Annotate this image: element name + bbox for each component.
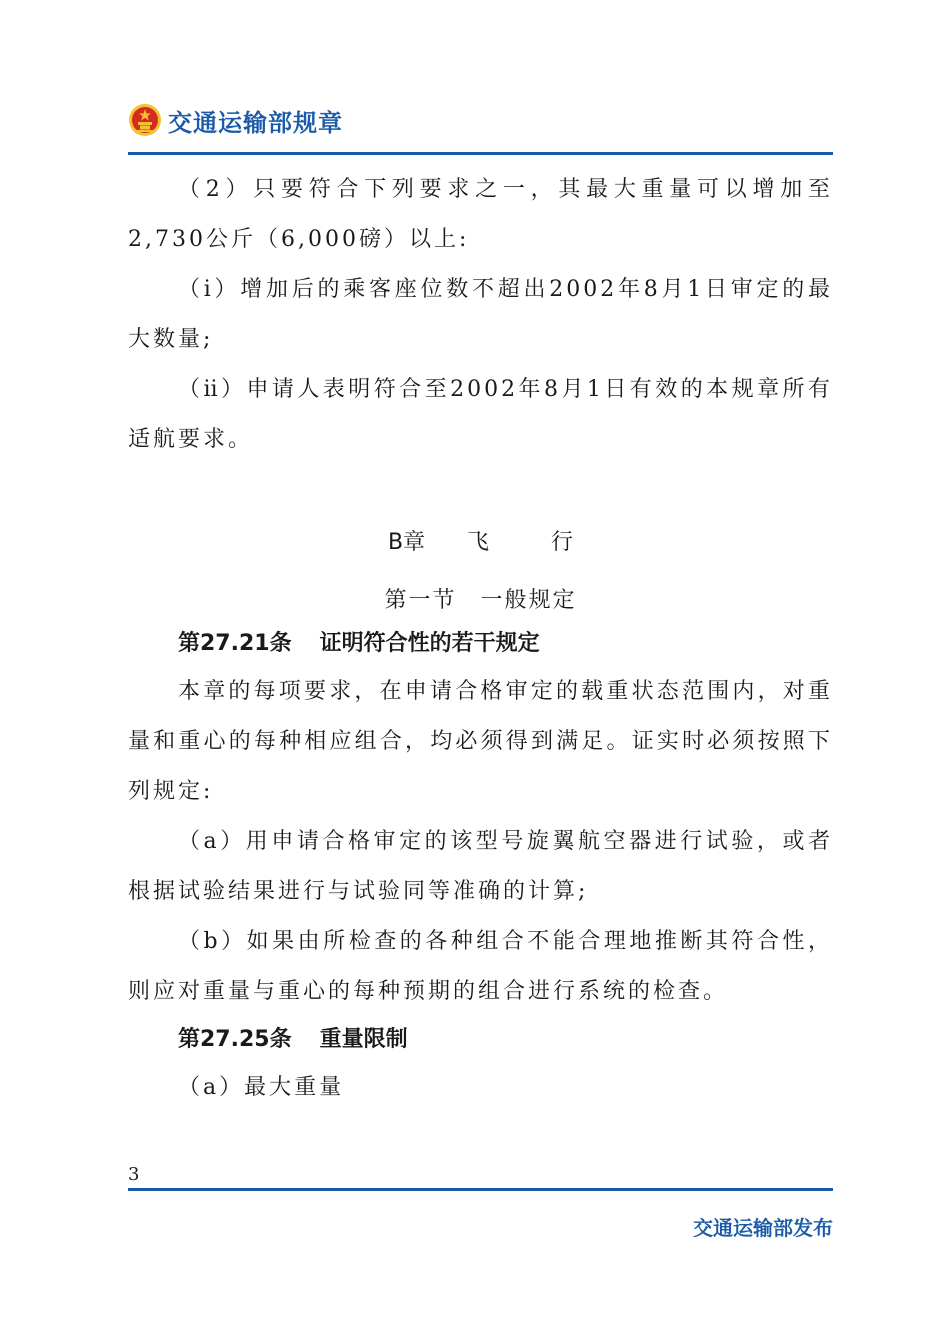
article-number: 第27.25条 (178, 1027, 292, 1052)
header-divider (128, 152, 833, 155)
paragraph-ii: （ⅱ）申请人表明符合至2002年8月1日有效的本规章所有适航要求。 (128, 377, 833, 452)
national-emblem-icon (128, 103, 162, 137)
paragraph-2: （2）只要符合下列要求之一，其最大重量可以增加至2,730公斤（6,000磅）以上: (128, 177, 833, 252)
chapter-title-part2: 行 (551, 530, 574, 555)
article-27-21-item-b: （b）如果由所检查的各种组合不能合理地推断其符合性，则应对重量与重心的每种预期的组合进行系统的检查。 (128, 929, 833, 1004)
chapter-heading (128, 525, 833, 561)
header-title: 交通运输部规章 (168, 108, 343, 137)
article-title: 证明符合性的若干规定 (319, 631, 540, 656)
chapter-title-part1: 飞 (467, 530, 490, 555)
article-title: 重量限制 (319, 1027, 408, 1052)
footer-publisher: 交通运输部发布 (693, 1216, 833, 1240)
article-27-21-item-a: （a）用申请合格审定的该型号旋翼航空器进行试验，或者根据试验结果进行与试验同等准确的计算; (128, 829, 833, 904)
chapter-label: B章 (387, 530, 426, 555)
article-27-21-heading (128, 621, 833, 667)
footer-divider (128, 1188, 833, 1191)
page-body (128, 165, 833, 1113)
article-27-25-heading (128, 1017, 833, 1063)
page-number: 3 (128, 1164, 140, 1185)
paragraph-i: （ⅰ）增加后的乘客座位数不超出2002年8月1日审定的最大数量; (128, 277, 833, 352)
article-27-25-item-a: （a）最大重量 (178, 1075, 345, 1100)
section-heading: 第一节 一般规定 (384, 588, 577, 613)
page-header (128, 100, 343, 140)
article-number: 第27.21条 (178, 631, 292, 656)
article-27-21-body: 本章的每项要求，在申请合格审定的载重状态范围内，对重量和重心的每种相应组合，均必须得到满足。证实时必须按照下列规定: (128, 679, 833, 804)
